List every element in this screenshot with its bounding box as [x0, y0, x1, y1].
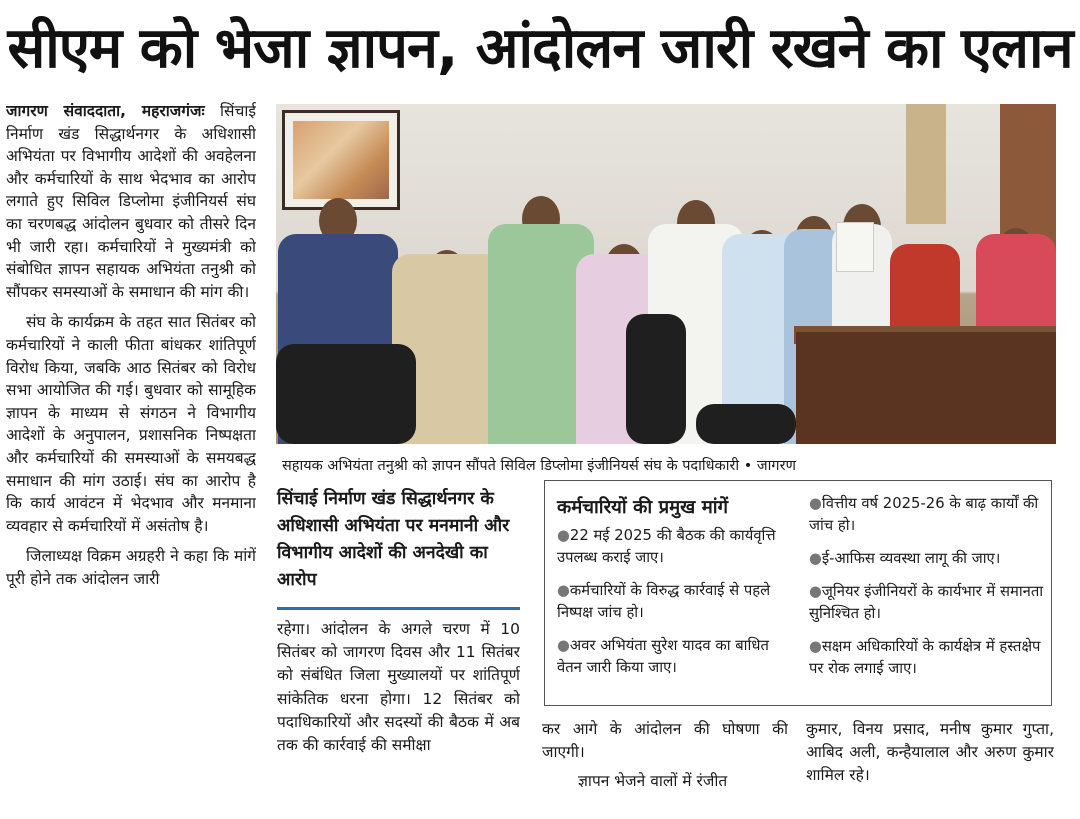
paragraph: ज्ञापन भेजने वालों में रंजीत [578, 772, 728, 791]
article-column-2: रहेगा। आंदोलन के अगले चरण में 10 सितंबर को जागरण दिवस और 11 सितंबर को संबंधित जिला मुख्यालयों पर शांतिपूर्ण सांकेतिक धरना होगा। 12 सितंबर को पदाधिकारियों और सदस्यों की बैठक में अब तक की कार्रवाई की समीक्षा [277, 620, 520, 755]
bullet-icon: ● [557, 582, 570, 599]
office-chair [626, 314, 686, 444]
paragraph-3: जिलाध्यक्ष विक्रम अग्रहरी ने कहा कि मांगें पूरी होने तक आंदोलन जारी [6, 547, 256, 588]
subheading-rule [277, 607, 520, 610]
bullet-icon: ● [809, 550, 822, 567]
demand-item: ●जूनियर इंजीनियरों के कार्यभार में समानता सुनिश्चित हो। [809, 583, 1044, 622]
demands-title: कर्मचारियों की प्रमुख मांगें [557, 497, 729, 518]
office-chair [276, 344, 416, 444]
demand-item: ●कर्मचारियों के विरुद्ध कार्रवाई से पहले निष्पक्ष जांच हो। [557, 582, 771, 621]
memorandum-paper [836, 222, 874, 272]
article-column-4: कुमार, विनय प्रसाद, मनीष कुमार गुप्ता, आबिद अली, कन्हैयालाल और अरुण कुमार शामिल रहे। [806, 720, 1054, 785]
paragraph: कर आगे के आंदोलन की घोषणा की जाएगी। [542, 720, 788, 762]
demands-list-left [557, 525, 797, 690]
demands-box [544, 480, 1052, 706]
bullet-icon: ● [809, 495, 822, 512]
bullet-icon: ● [809, 638, 822, 655]
paragraph-2: संघ के कार्यक्रम के तहत सात सितंबर को कर्मचारियों ने काली फीता बांधकर शांतिपूर्ण विरोध किया, जबकि आठ सितंबर को विरोध सभा आयोजित की गई। बुधवार को सामूहिक ज्ञापन के माध्यम से संगठन ने विभागीय आदेशों के अनुपालन, प्रशासनिक निष्पक्षता और कर्मचारियों की समस्याओं के समयबद्ध समाधान की मांग उठाई। संघ का आरोप है कि कार्य आवंटन में भेदभाव और मनमाना व्यवहार से कर्मचारियों में असंतोष है। [6, 313, 256, 535]
desk [796, 332, 1056, 444]
demand-item: ●सक्षम अधिकारियों के कार्यक्षेत्र में हस्तक्षेप पर रोक लगाई जाए। [809, 638, 1041, 677]
paragraph-1-text: सिंचाई निर्माण खंड सिद्धार्थनगर के अधिशासी अभियंता पर विभागीय आदेशों की अवहेलना और कर्मचारियों के साथ भेदभाव का आरोप लगाते हुए सिविल डिप्लोमा इंजीनियर्स संघ का चरणबद्ध आंदोलन बुधवार को तीसरे दिन भी जारी रहा। कर्मचारियों ने मुख्यमंत्री को संबोधित ज्ञापन सहायक अभियंता तनुश्री को सौंपकर समस्याओं के समाधान की मांग की। [6, 102, 256, 301]
demands-list-right [809, 493, 1047, 691]
photo-caption: सहायक अभियंता तनुश्री को ज्ञापन सौंपते सिविल डिप्लोमा इंजीनियर्स संघ के पदाधिकारी • जागरण [282, 458, 796, 474]
dateline: जागरण संवाददाता, महराजगंजः [6, 102, 205, 120]
headline: सीएम को भेजा ज्ञापन, आंदोलन जारी रखने का एलान [7, 16, 1073, 81]
article-column-3 [542, 718, 788, 808]
paragraph-1 [6, 100, 256, 303]
bullet-icon: ● [557, 637, 570, 654]
bullet-icon: ● [809, 583, 822, 600]
demand-item: ●ई-आफिस व्यवस्था लागू की जाए। [809, 550, 1001, 567]
office-chair [696, 404, 796, 444]
article-column-1 [6, 100, 256, 812]
demand-item: ●वित्तीय वर्ष 2025-26 के बाढ़ कार्यों की जांच हो। [809, 495, 1039, 534]
news-photo [276, 104, 1056, 444]
demand-item: ●अवर अभियंता सुरेश यादव का बाधित वेतन जारी किया जाए। [557, 637, 769, 676]
demand-item: ●22 मई 2025 की बैठक की कार्यवृत्ति उपलब्ध कराई जाए। [557, 527, 776, 566]
bullet-icon: ● [557, 527, 570, 544]
subheading: सिंचाई निर्माण खंड सिद्धार्थनगर के अधिशासी अभियंता पर मनमानी और विभागीय आदेशों की अनदेखी का आरोप [277, 489, 510, 590]
